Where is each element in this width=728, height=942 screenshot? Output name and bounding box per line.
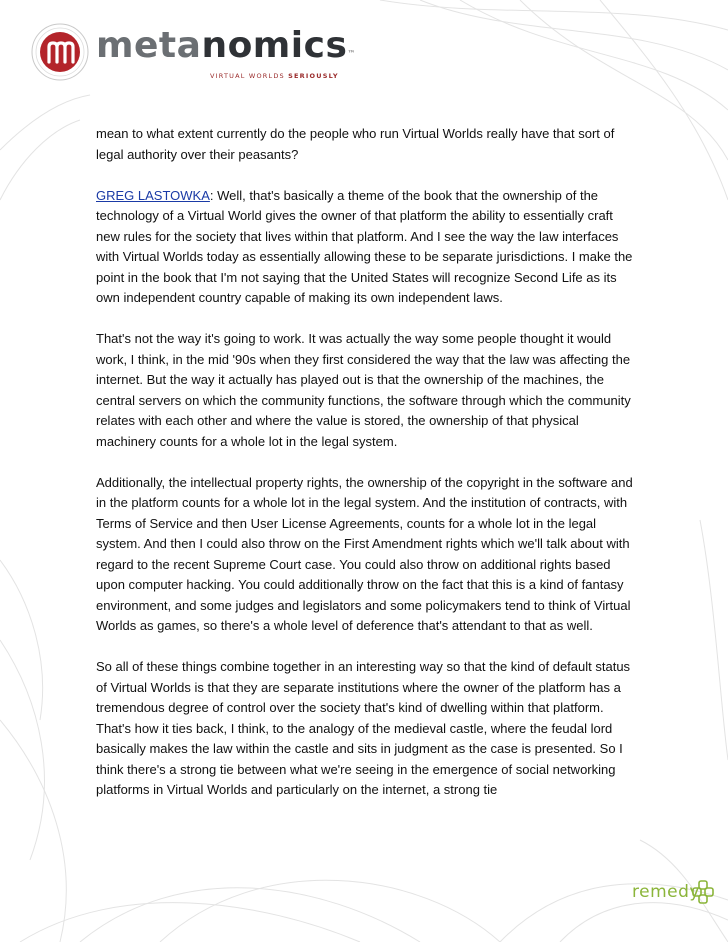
brand-nomics: nomics xyxy=(201,25,348,66)
metanomics-logo xyxy=(30,20,356,90)
remedy-logo xyxy=(632,880,712,910)
remedy-wordmark: remedy xyxy=(632,882,700,902)
paragraph-1: mean to what extent currently do the people who run Virtual Worlds really have that sort of legal authority over their peasants? xyxy=(96,126,615,162)
paragraph-5: So all of these things combine together in an interesting way so that the kind of default status of Virtual Worlds is that they are separate institutions where the owner of the platform has a tremendous degree of control over the society that's kind of dwelling within that platform. That's how it ties back, I think, to the analogy of the medieval castle, where the feudal lord basically makes the law within the castle and sits in judgment as the case is presented. So I think there's a strong tie between what we're seeing in the emergence of social networking platforms in Virtual Worlds and particularly on the internet, a strong tie xyxy=(96,659,631,797)
paragraph-4: Additionally, the intellectual property rights, the ownership of the copyright in the software and in the platform counts for a whole lot in the legal system. And the institution of contracts, with Terms of Service and then User License Agreements, counts for a whole lot in the legal system. And then I could also throw on the First Amendment rights which we'll talk about with regard to the recent Supreme Court case. You could also throw on additional rights based upon computer hacking. You could additionally throw on the fact that this is a kind of fantasy environment, and some judges and legislators and some policymakers tend to think of Virtual Worlds as games, so there's a whole level of deference that's attendant to that as well. xyxy=(96,474,633,633)
speaker-name-link[interactable]: GREG LASTOWKA xyxy=(96,187,210,203)
brand-wordmark xyxy=(96,22,356,70)
tagline-bold: SERIOUSLY xyxy=(288,72,339,80)
brand-meta: meta xyxy=(96,25,202,66)
trademark-symbol: ™ xyxy=(347,49,356,58)
tagline-prefix: VIRTUAL WORLDS xyxy=(210,72,289,80)
remedy-cross-icon xyxy=(692,880,714,904)
paragraph-2-text: : Well, that's basically a theme of the book that the ownership of the technology of a Virtual World gives the owner of that platform the ability to essentially craft new rules for the society that lives within that platform. And I see the way the law interfaces with Virtual Worlds today as essentially allowing these to be separate jurisdictions. I make the point in the book that I'm not saying that the United States will recognize Second Life as its own independent country capable of making its own independent laws. xyxy=(96,187,633,305)
metanomics-m-icon xyxy=(30,22,90,82)
transcript-body xyxy=(96,124,636,821)
paragraph-2 xyxy=(96,186,636,309)
brand-tagline xyxy=(210,72,339,80)
paragraph-3: That's not the way it's going to work. It was actually the way some people thought it would work, I think, in the mid '90s when they first considered the way that the law was affecting the internet. But the way it actually has played out is that the ownership of the machines, the central servers on which the community functions, the software through which the community relates with each other and where the value is stored, the ownership of that physical machinery counts for a whole lot in the legal system. xyxy=(96,331,631,449)
